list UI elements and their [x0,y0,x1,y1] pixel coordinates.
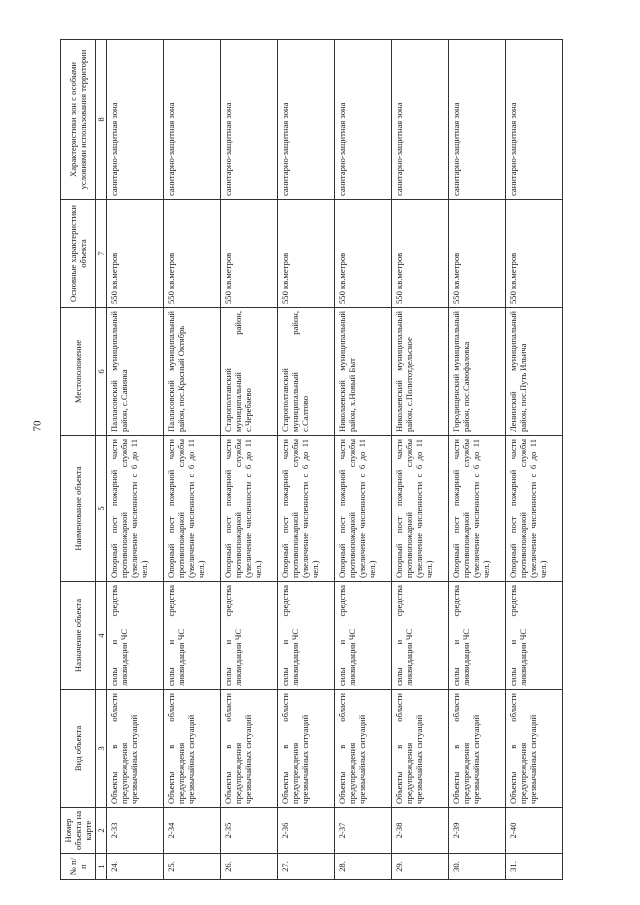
object-name: Опорный пост пожарной части противопожарной службы (увеличение численности с 6 до 11 чел.) [107,436,164,582]
table-row [107,40,164,880]
object-purpose: силы и средства ликвидации ЧС [278,582,335,690]
header-cell: Вид объекта [61,690,96,808]
column-number: 8 [96,40,107,200]
object-name: Опорный пост пожарной части противопожарной службы (увеличение численности с 6 до 11 чел.) [506,436,563,582]
header-cell: Основные характеристики объекта [61,200,96,308]
object-code: 2-33 [107,808,164,854]
column-number: 1 [96,854,107,880]
row-number: 31. [506,854,563,880]
object-purpose: силы и средства ликвидации ЧС [221,582,278,690]
column-number: 5 [96,436,107,582]
object-characteristics: 550 кв.метров [449,200,506,308]
zone-characteristics: санитарно-защитная зона [449,40,506,200]
table-row [335,40,392,880]
object-type: Объекты в области предупреждения чрезвычайных ситуаций [164,690,221,808]
object-purpose: силы и средства ликвидации ЧС [335,582,392,690]
header-cell: № п/п [61,854,96,880]
object-code: 2-39 [449,808,506,854]
object-name: Опорный пост пожарной части противопожарной службы (увеличение численности с 6 до 11 чел.) [392,436,449,582]
row-number: 27. [278,854,335,880]
header-cell: Характеристики зон с особыми условиями использования территории [61,40,96,200]
object-code: 2-34 [164,808,221,854]
object-location: Николаевский муниципальный район, с.Политотдельское [392,308,449,436]
column-number: 3 [96,690,107,808]
object-characteristics: 550 кв.метров [164,200,221,308]
zone-characteristics: санитарно-защитная зона [392,40,449,200]
column-number: 4 [96,582,107,690]
object-location: Старополтавский муниципальный район, с.Черебаево [221,308,278,436]
zone-characteristics: санитарно-защитная зона [506,40,563,200]
table-row [278,40,335,880]
column-number: 7 [96,200,107,308]
row-number: 24. [107,854,164,880]
object-characteristics: 550 кв.метров [335,200,392,308]
column-number-row [96,40,107,880]
column-number: 6 [96,308,107,436]
object-location: Николаевский муниципальный район, х.Новый Быт [335,308,392,436]
object-characteristics: 550 кв.метров [506,200,563,308]
row-number: 28. [335,854,392,880]
object-type: Объекты в области предупреждения чрезвычайных ситуаций [107,690,164,808]
object-type: Объекты в области предупреждения чрезвычайных ситуаций [506,690,563,808]
object-location: Палласовский муниципальный район, пос.Красный Октябрь [164,308,221,436]
table-row [392,40,449,880]
object-characteristics: 550 кв.метров [278,200,335,308]
zone-characteristics: санитарно-защитная зона [164,40,221,200]
object-purpose: силы и средства ликвидации ЧС [164,582,221,690]
header-cell: Назначение объекта [61,582,96,690]
object-characteristics: 550 кв.метров [221,200,278,308]
object-code: 2-38 [392,808,449,854]
object-name: Опорный пост пожарной части противопожарной службы (увеличение численности с 6 до 11 чел.) [278,436,335,582]
object-purpose: силы и средства ликвидации ЧС [107,582,164,690]
object-name: Опорный пост пожарной части противопожарной службы (увеличение численности с 6 до 11 чел.) [449,436,506,582]
header-row [61,40,96,880]
object-type: Объекты в области предупреждения чрезвычайных ситуаций [392,690,449,808]
object-location: Старополтавский муниципальный район, с.Салтово [278,308,335,436]
table-row [449,40,506,880]
row-number: 29. [392,854,449,880]
object-location: Палласовский муниципальный район, с.Савинка [107,308,164,436]
object-type: Объекты в области предупреждения чрезвычайных ситуаций [278,690,335,808]
object-purpose: силы и средства ликвидации ЧС [449,582,506,690]
zone-characteristics: санитарно-защитная зона [335,40,392,200]
object-code: 2-36 [278,808,335,854]
table-row [221,40,278,880]
zone-characteristics: санитарно-защитная зона [221,40,278,200]
object-location: Городищенский муниципальный район, пос.Самофаловка [449,308,506,436]
object-name: Опорный пост пожарной части противопожарной службы (увеличение численности с 6 до 11 чел.) [335,436,392,582]
object-code: 2-35 [221,808,278,854]
row-number: 26. [221,854,278,880]
header-cell: Местоположение [61,308,96,436]
object-code: 2-37 [335,808,392,854]
object-name: Опорный пост пожарной части противопожарной службы (увеличение численности с 6 до 11 чел.) [164,436,221,582]
object-characteristics: 550 кв.метров [107,200,164,308]
page-number: 70 [31,420,44,432]
object-name: Опорный пост пожарной части противопожарной службы (увеличение численности с 6 до 11 чел.) [221,436,278,582]
table-row [506,40,563,880]
header-cell: Номер объекта на карте [61,808,96,854]
object-location: Ленинский муниципальный район, пос.Путь Ильича [506,308,563,436]
object-characteristics: 550 кв.метров [392,200,449,308]
object-code: 2-40 [506,808,563,854]
object-purpose: силы и средства ликвидации ЧС [392,582,449,690]
row-number: 30. [449,854,506,880]
header-cell: Наименование объекта [61,436,96,582]
object-type: Объекты в области предупреждения чрезвычайных ситуаций [449,690,506,808]
object-purpose: силы и средства ликвидации ЧС [506,582,563,690]
object-type: Объекты в области предупреждения чрезвычайных ситуаций [221,690,278,808]
column-number: 2 [96,808,107,854]
zone-characteristics: санитарно-защитная зона [278,40,335,200]
objects-table [60,39,563,880]
rotated-table-container [60,40,620,880]
row-number: 25. [164,854,221,880]
table-row [164,40,221,880]
zone-characteristics: санитарно-защитная зона [107,40,164,200]
object-type: Объекты в области предупреждения чрезвычайных ситуаций [335,690,392,808]
